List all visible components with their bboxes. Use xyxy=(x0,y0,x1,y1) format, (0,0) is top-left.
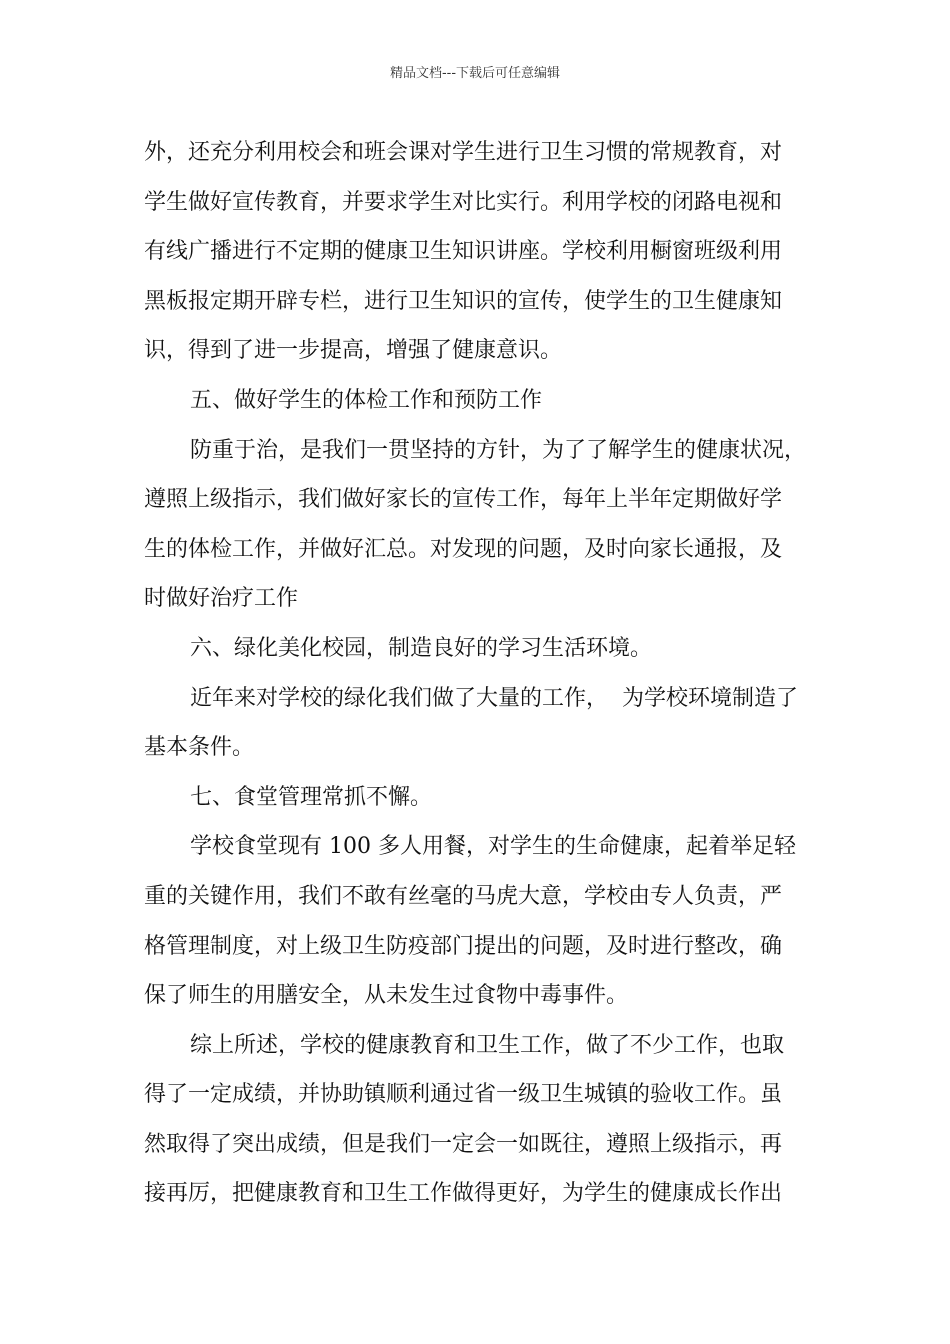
paragraph-start: 学校食堂现有 100 多人用餐，对学生的生命健康，起着举足轻 xyxy=(190,834,796,860)
text-line: 重的关键作用，我们不敢有丝毫的马虎大意，学校由专人负责，严 xyxy=(144,883,783,909)
text-line: 时做好治疗工作 xyxy=(144,586,299,612)
text-line: 接再厉，把健康教育和卫生工作做得更好，为学生的健康成长作出 xyxy=(144,1181,783,1207)
section-heading-7: 七、食堂管理常抓不懈。 xyxy=(190,784,433,810)
text-line: 黑板报定期开辟专栏，进行卫生知识的宣传，使学生的卫生健康知 xyxy=(144,288,783,314)
text-line: 生的体检工作，并做好汇总。对发现的问题，及时向家长通报，及 xyxy=(144,536,783,562)
text-line: 遵照上级指示，我们做好家长的宣传工作，每年上半年定期做好学 xyxy=(144,487,783,513)
text-line: 外，还充分利用校会和班会课对学生进行卫生习惯的常规教育，对 xyxy=(144,140,783,165)
paragraph-start: 近年来对学校的绿化我们做了大量的工作， 为学校环境制造了 xyxy=(190,685,798,711)
text-line: 保了师生的用膳安全，从未发生过食物中毒事件。 xyxy=(144,983,629,1009)
paragraph-start: 防重于治，是我们一贯坚持的方针，为了了解学生的健康状况， xyxy=(190,437,807,463)
text-line: 得了一定成绩，并协助镇顺利通过省一级卫生城镇的验收工作。虽 xyxy=(144,1082,783,1108)
text-line: 基本条件。 xyxy=(144,735,255,761)
page-header: 精品文档---下载后可任意编辑 xyxy=(389,66,561,81)
text-line: 学生做好宣传教育，并要求学生对比实行。利用学校的闭路电视和 xyxy=(144,189,783,215)
section-heading-5: 五、做好学生的体检工作和预防工作 xyxy=(190,387,543,413)
text-line: 识，得到了进一步提高，增强了健康意识。 xyxy=(144,338,563,364)
text-line: 然取得了突出成绩，但是我们一定会一如既往，遵照上级指示，再 xyxy=(144,1131,783,1157)
text-line: 格管理制度，对上级卫生防疫部门提出的问题，及时进行整改，确 xyxy=(144,933,783,959)
paragraph-start: 综上所述，学校的健康教育和卫生工作，做了不少工作，也取 xyxy=(190,1032,785,1058)
section-heading-6: 六、绿化美化校园，制造良好的学习生活环境。 xyxy=(190,635,653,661)
document-body xyxy=(144,128,820,1219)
text-line: 有线广播进行不定期的健康卫生知识讲座。学校利用橱窗班级利用 xyxy=(144,239,783,265)
